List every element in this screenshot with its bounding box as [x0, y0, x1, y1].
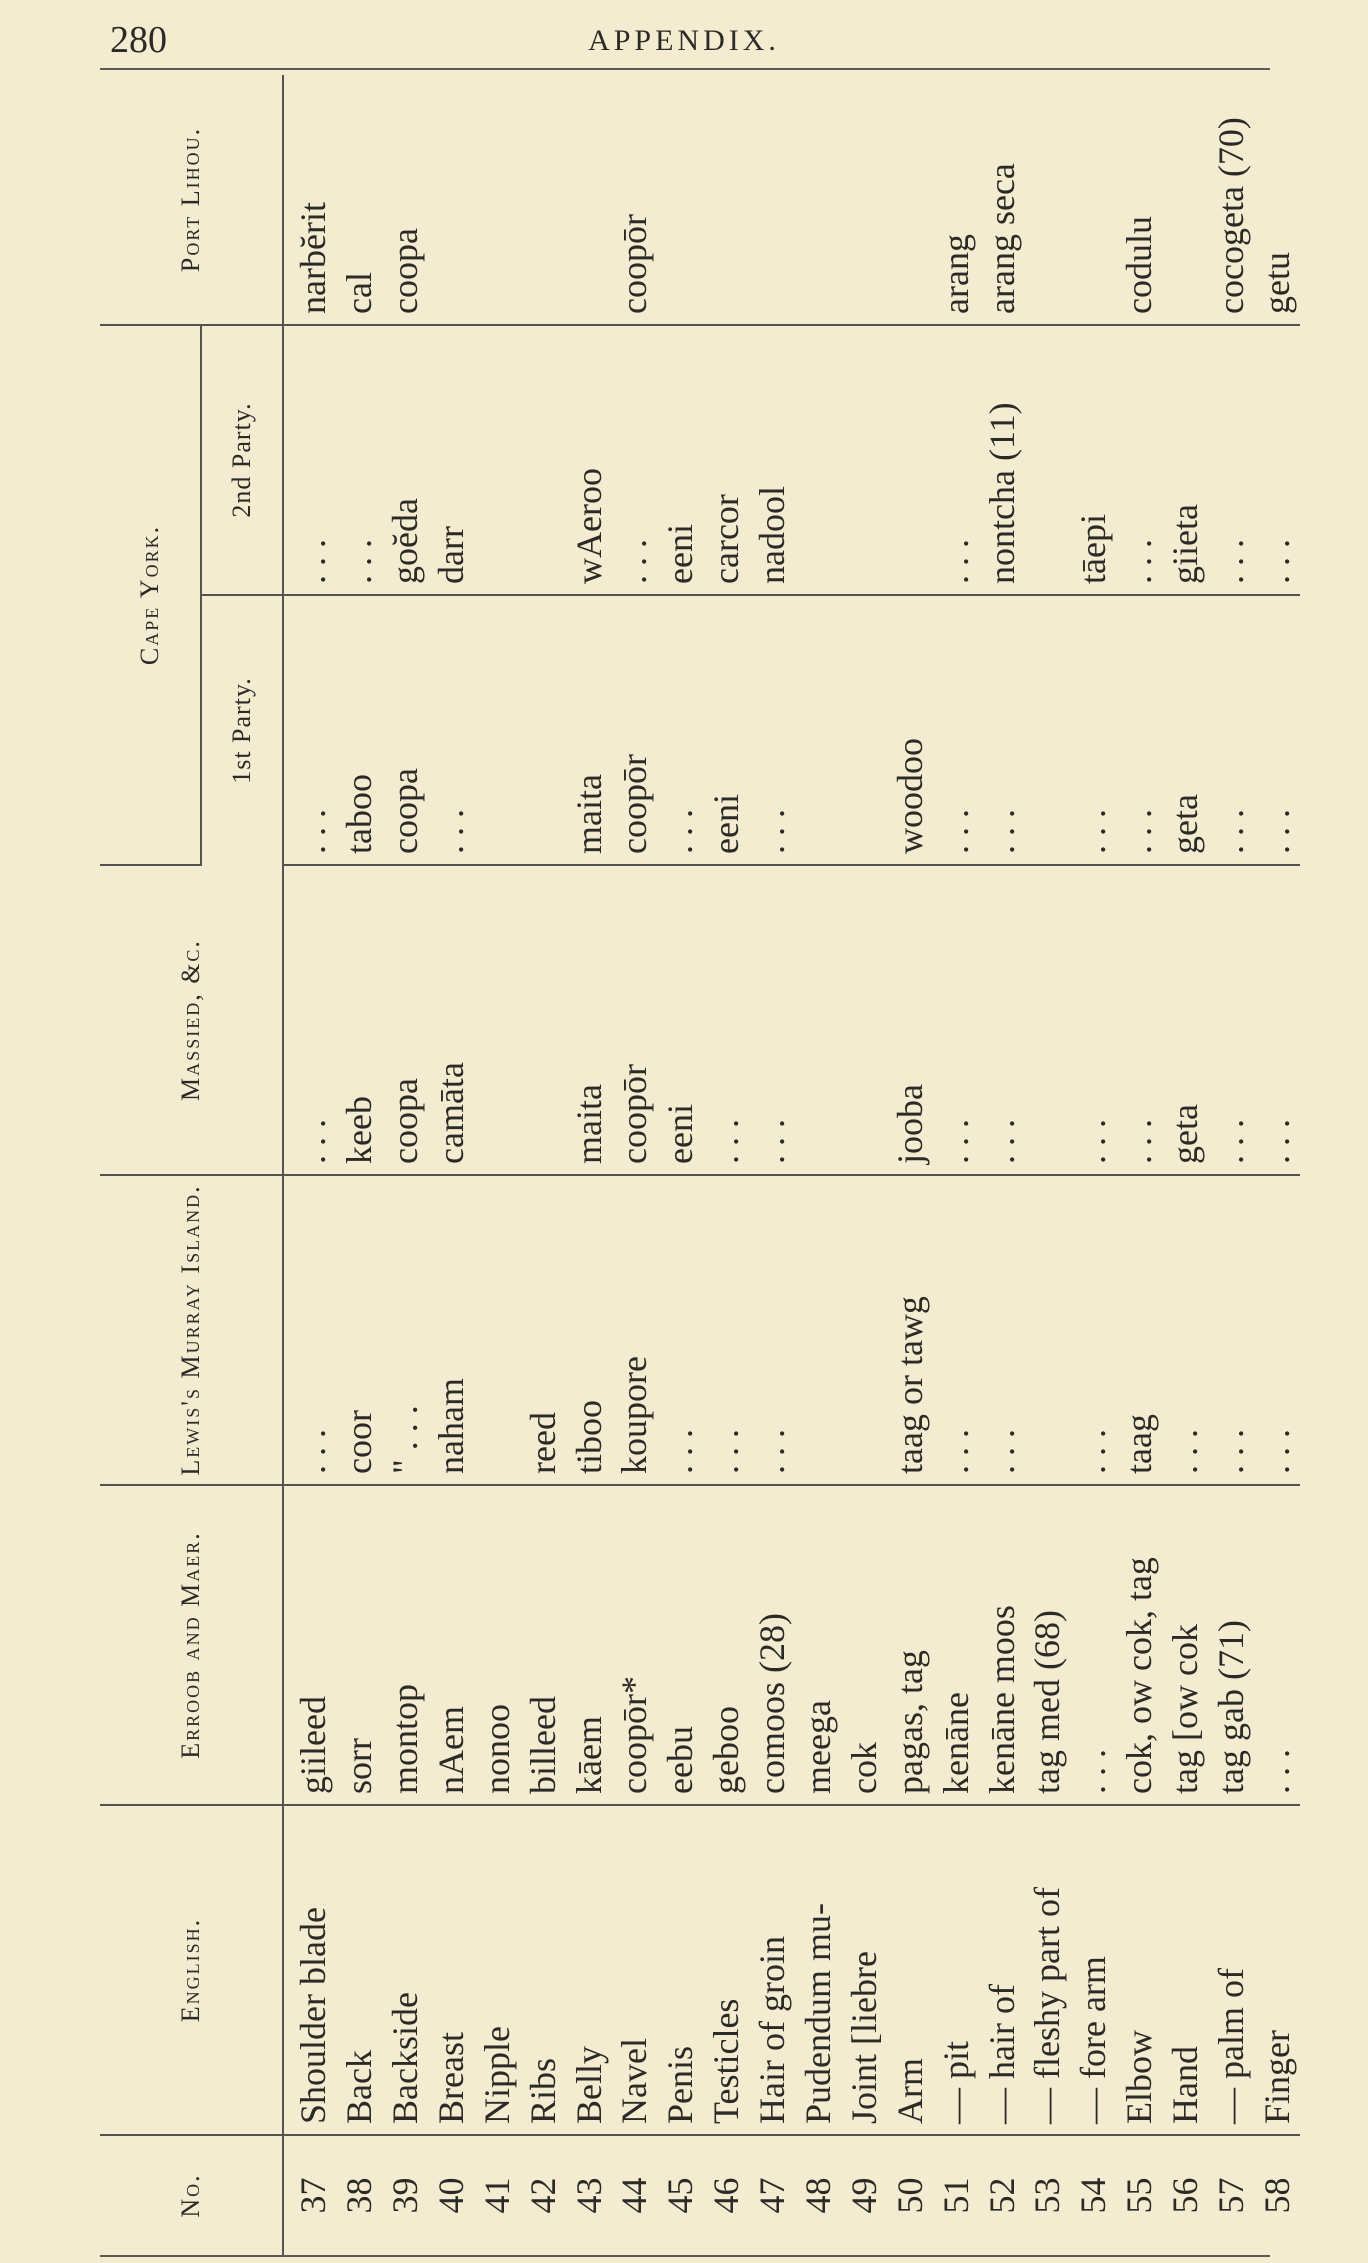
- cell-lewis: naham: [428, 1175, 474, 1485]
- cell-massied: coopōr: [612, 865, 658, 1175]
- col-header-port-lihou: Port Lihou.: [100, 75, 283, 325]
- cell-english: Finger: [1254, 1805, 1300, 2135]
- table-row: [749, 75, 795, 2255]
- cell-massied: . . .: [283, 865, 336, 1175]
- cell-lewis: koupore: [612, 1175, 658, 1485]
- cell-lewis: . . .: [1254, 1175, 1300, 1485]
- cell-massied: [795, 865, 841, 1175]
- cell-first-party: geta: [1162, 595, 1208, 865]
- cell-first-party: coopōr: [612, 595, 658, 865]
- cell-english: Navel: [612, 1805, 658, 2135]
- col-header-first-party: 1st Party.: [201, 595, 283, 865]
- cell-second-party: tāepi: [1070, 325, 1116, 595]
- table-row: [795, 75, 841, 2255]
- col-header-no: No.: [100, 2135, 283, 2255]
- cell-second-party: [841, 325, 887, 595]
- cell-second-party: [795, 325, 841, 595]
- cell-port-lihou: coopa: [382, 75, 428, 325]
- table-row: [933, 75, 979, 2255]
- page-header: [0, 18, 1368, 68]
- cell-english: Hair of groin: [749, 1805, 795, 2135]
- cell-massied: . . .: [1208, 865, 1254, 1175]
- cell-port-lihou: [1025, 75, 1071, 325]
- cell-erroob: meega: [795, 1485, 841, 1805]
- cell-second-party: wAeroo: [566, 325, 612, 595]
- cell-no: 51: [935, 2177, 976, 2214]
- cell-english: Testicles: [703, 1805, 749, 2135]
- col-header-massied: Massied, &c.: [100, 865, 283, 1175]
- cell-first-party: . . .: [1208, 595, 1254, 865]
- cell-english: — pit: [933, 1805, 979, 2135]
- cell-no: 50: [889, 2177, 930, 2214]
- cell-first-party: [1025, 595, 1071, 865]
- cell-erroob: sorr: [336, 1485, 382, 1805]
- cell-second-party: . . .: [1116, 325, 1162, 595]
- cell-first-party: [841, 595, 887, 865]
- cell-second-party: goĕda: [382, 325, 428, 595]
- bottom-rule: [100, 2255, 1270, 2257]
- table-row: [566, 75, 612, 2255]
- cell-lewis: . . .: [657, 1175, 703, 1485]
- cell-massied: [520, 865, 566, 1175]
- cell-first-party: taboo: [336, 595, 382, 865]
- cell-no: 38: [339, 2177, 380, 2214]
- cell-no: 54: [1073, 2177, 1114, 2214]
- cell-lewis: [841, 1175, 887, 1485]
- cell-lewis: reed: [520, 1175, 566, 1485]
- cell-second-party: [1025, 325, 1071, 595]
- cell-erroob: pagas, tag: [887, 1485, 933, 1805]
- cell-second-party: . . .: [336, 325, 382, 595]
- cell-erroob: . . .: [1070, 1485, 1116, 1805]
- cell-first-party: [474, 595, 520, 865]
- cell-massied: . . .: [749, 865, 795, 1175]
- cell-first-party: . . .: [749, 595, 795, 865]
- cell-lewis: . . .: [1162, 1175, 1208, 1485]
- table-row: [520, 75, 566, 2255]
- cell-lewis: " . . .: [382, 1175, 428, 1485]
- cell-first-party: . . .: [657, 595, 703, 865]
- cell-port-lihou: [1070, 75, 1116, 325]
- col-header-second-party: 2nd Party.: [201, 325, 283, 595]
- cell-no: 44: [614, 2177, 655, 2214]
- cell-erroob: cok, ow cok, tag: [1116, 1485, 1162, 1805]
- page-number: 280: [110, 19, 167, 61]
- table-row: [887, 75, 933, 2255]
- cell-massied: eeni: [657, 865, 703, 1175]
- cell-no: 56: [1165, 2177, 1206, 2214]
- vocabulary-table: [100, 75, 1300, 2255]
- cell-lewis: . . .: [703, 1175, 749, 1485]
- cell-port-lihou: [749, 75, 795, 325]
- cell-first-party: . . .: [1070, 595, 1116, 865]
- cell-port-lihou: narbĕrit: [283, 75, 336, 325]
- cell-no: 45: [660, 2177, 701, 2214]
- table-row: [1254, 75, 1300, 2255]
- col-header-lewis: Lewis's Murray Island.: [100, 1175, 283, 1485]
- cell-port-lihou: codulu: [1116, 75, 1162, 325]
- cell-second-party: darr: [428, 325, 474, 595]
- cell-second-party: . . .: [283, 325, 336, 595]
- table-row: [979, 75, 1025, 2255]
- cell-lewis: [1025, 1175, 1071, 1485]
- cell-massied: . . .: [1116, 865, 1162, 1175]
- cell-second-party: [520, 325, 566, 595]
- cell-no: 47: [752, 2177, 793, 2214]
- cell-erroob: tag [ow cok: [1162, 1485, 1208, 1805]
- cell-second-party: eeni: [657, 325, 703, 595]
- cell-erroob: eebu: [657, 1485, 703, 1805]
- cell-second-party: . . .: [1208, 325, 1254, 595]
- cell-second-party: . . .: [933, 325, 979, 595]
- cell-english: Breast: [428, 1805, 474, 2135]
- cell-erroob: geboo: [703, 1485, 749, 1805]
- cell-no: 39: [385, 2177, 426, 2214]
- cell-erroob: coopōr*: [612, 1485, 658, 1805]
- cell-lewis: . . .: [749, 1175, 795, 1485]
- cell-english: Back: [336, 1805, 382, 2135]
- cell-lewis: coor: [336, 1175, 382, 1485]
- cell-second-party: [474, 325, 520, 595]
- cell-second-party: nadool: [749, 325, 795, 595]
- cell-massied: camāta: [428, 865, 474, 1175]
- cell-no: 48: [798, 2177, 839, 2214]
- table-row: [657, 75, 703, 2255]
- cell-no: 49: [843, 2177, 884, 2214]
- cell-lewis: . . .: [283, 1175, 336, 1485]
- cell-english: Penis: [657, 1805, 703, 2135]
- cell-first-party: [520, 595, 566, 865]
- cell-erroob: kenāne moos: [979, 1485, 1025, 1805]
- cell-massied: . . .: [1070, 865, 1116, 1175]
- cell-english: — palm of: [1208, 1805, 1254, 2135]
- cell-english: Joint [liebre: [841, 1805, 887, 2135]
- cell-erroob: kāem: [566, 1485, 612, 1805]
- cell-lewis: . . .: [1208, 1175, 1254, 1485]
- running-head: APPENDIX.: [588, 24, 780, 57]
- table-row: [336, 75, 382, 2255]
- cell-first-party: . . .: [979, 595, 1025, 865]
- cell-massied: [1025, 865, 1071, 1175]
- cell-port-lihou: getu: [1254, 75, 1300, 325]
- cell-english: Arm: [887, 1805, 933, 2135]
- cell-erroob: tag med (68): [1025, 1485, 1071, 1805]
- cell-erroob: nonoo: [474, 1485, 520, 1805]
- cell-port-lihou: arang: [933, 75, 979, 325]
- table-row: [382, 75, 428, 2255]
- cell-port-lihou: [795, 75, 841, 325]
- cell-massied: jooba: [887, 865, 933, 1175]
- cell-erroob: billeed: [520, 1485, 566, 1805]
- cell-erroob: giileed: [283, 1485, 336, 1805]
- cell-massied: [474, 865, 520, 1175]
- col-header-cape-york: Cape York.: [100, 325, 201, 865]
- cell-english: — fore arm: [1070, 1805, 1116, 2135]
- cell-lewis: taag: [1116, 1175, 1162, 1485]
- cell-port-lihou: cal: [336, 75, 382, 325]
- table-row: [1208, 75, 1254, 2255]
- table-row: [703, 75, 749, 2255]
- cell-lewis: taag or tawg: [887, 1175, 933, 1485]
- cell-port-lihou: [474, 75, 520, 325]
- cell-no: 58: [1257, 2177, 1297, 2214]
- cell-first-party: . . .: [1116, 595, 1162, 865]
- cell-first-party: maita: [566, 595, 612, 865]
- cell-port-lihou: [657, 75, 703, 325]
- cell-english: Shoulder blade: [283, 1805, 336, 2135]
- cell-erroob: comoos (28): [749, 1485, 795, 1805]
- cell-second-party: nontcha (11): [979, 325, 1025, 595]
- cell-massied: geta: [1162, 865, 1208, 1175]
- cell-erroob: cok: [841, 1485, 887, 1805]
- cell-second-party: . . .: [1254, 325, 1300, 595]
- cell-port-lihou: [703, 75, 749, 325]
- cell-english: Hand: [1162, 1805, 1208, 2135]
- cell-no: 40: [430, 2177, 471, 2214]
- cell-english: Backside: [382, 1805, 428, 2135]
- cell-port-lihou: coopōr: [612, 75, 658, 325]
- cell-no: 57: [1211, 2177, 1252, 2214]
- cell-massied: keeb: [336, 865, 382, 1175]
- cell-first-party: [795, 595, 841, 865]
- cell-english: Elbow: [1116, 1805, 1162, 2135]
- cell-no: 52: [981, 2177, 1022, 2214]
- cell-massied: . . .: [979, 865, 1025, 1175]
- cell-port-lihou: [887, 75, 933, 325]
- table-body: [283, 75, 1300, 2255]
- cell-no: 55: [1119, 2177, 1160, 2214]
- cell-no: 37: [293, 2177, 334, 2214]
- table-row: [612, 75, 658, 2255]
- cell-first-party: eeni: [703, 595, 749, 865]
- cell-erroob: kenāne: [933, 1485, 979, 1805]
- cell-no: 41: [476, 2177, 517, 2214]
- cell-massied: [841, 865, 887, 1175]
- cell-english: Ribs: [520, 1805, 566, 2135]
- table-row: [1116, 75, 1162, 2255]
- cell-english: — fleshy part of: [1025, 1805, 1071, 2135]
- cell-first-party: . . .: [1254, 595, 1300, 865]
- cell-erroob: nAem: [428, 1485, 474, 1805]
- cell-port-lihou: [520, 75, 566, 325]
- cell-no: 53: [1027, 2177, 1068, 2214]
- cell-first-party: coopa: [382, 595, 428, 865]
- cell-port-lihou: [841, 75, 887, 325]
- cell-english: Belly: [566, 1805, 612, 2135]
- cell-second-party: giieta: [1162, 325, 1208, 595]
- cell-massied: maita: [566, 865, 612, 1175]
- cell-first-party: woodoo: [887, 595, 933, 865]
- cell-second-party: [887, 325, 933, 595]
- cell-english: Nipple: [474, 1805, 520, 2135]
- cell-no: 43: [568, 2177, 609, 2214]
- table-row: [1070, 75, 1116, 2255]
- cell-second-party: carcor: [703, 325, 749, 595]
- cell-massied: coopa: [382, 865, 428, 1175]
- cell-second-party: . . .: [612, 325, 658, 595]
- cell-massied: . . .: [1254, 865, 1300, 1175]
- col-header-erroob: Erroob and Maer.: [100, 1485, 283, 1805]
- cell-port-lihou: cocogeta (70): [1208, 75, 1254, 325]
- cell-erroob: . . .: [1254, 1485, 1300, 1805]
- cell-erroob: montop: [382, 1485, 428, 1805]
- cell-lewis: tiboo: [566, 1175, 612, 1485]
- cell-port-lihou: arang seca: [979, 75, 1025, 325]
- cell-first-party: . . .: [283, 595, 336, 865]
- cell-first-party: . . .: [428, 595, 474, 865]
- table-row: [1162, 75, 1208, 2255]
- table-row: [474, 75, 520, 2255]
- cell-lewis: . . .: [933, 1175, 979, 1485]
- cell-port-lihou: [1162, 75, 1208, 325]
- vocabulary-table-rotated: [100, 75, 1300, 2255]
- cell-port-lihou: [566, 75, 612, 325]
- cell-lewis: . . .: [1070, 1175, 1116, 1485]
- table-row: [283, 75, 336, 2255]
- header-rule: [100, 68, 1270, 70]
- cell-english: Pudendum mu-: [795, 1805, 841, 2135]
- cell-lewis: [795, 1175, 841, 1485]
- col-header-english: English.: [100, 1805, 283, 2135]
- cell-massied: . . .: [703, 865, 749, 1175]
- table-row: [1025, 75, 1071, 2255]
- cell-english: — hair of: [979, 1805, 1025, 2135]
- table-row: [428, 75, 474, 2255]
- cell-port-lihou: [428, 75, 474, 325]
- cell-no: 42: [522, 2177, 563, 2214]
- cell-lewis: . . .: [979, 1175, 1025, 1485]
- cell-lewis: [474, 1175, 520, 1485]
- cell-no: 46: [706, 2177, 747, 2214]
- table-row: [841, 75, 887, 2255]
- cell-first-party: . . .: [933, 595, 979, 865]
- cell-erroob: tag gab (71): [1208, 1485, 1254, 1805]
- cell-massied: . . .: [933, 865, 979, 1175]
